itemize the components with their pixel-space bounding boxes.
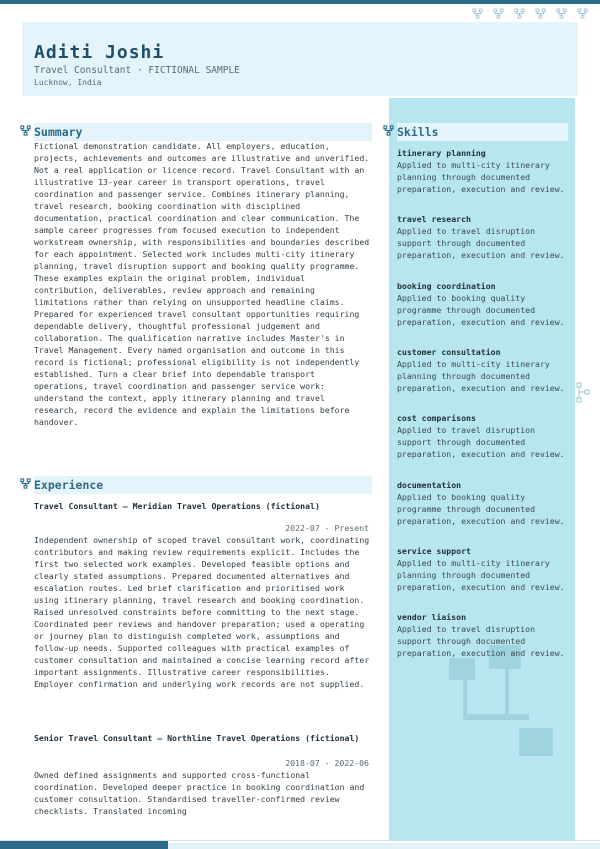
network-icon [20,478,31,489]
skills-heading-text: Skills [397,125,439,139]
skills-sidebar [389,98,575,841]
network-icon [577,8,588,19]
skill-description: Applied to multi-city itinerary planning through documented preparation, execution and review. [397,160,565,194]
skill-description: Applied to travel disruption support through documented preparation, execution and review. [397,624,565,658]
skill-name: documentation [397,480,462,490]
skill-name: service support [397,546,471,556]
sidebar-decoration [519,728,553,756]
skill-name: customer consultation [397,347,501,357]
network-icon [493,8,504,19]
bottom-accent-bar [0,841,168,849]
skill-name: cost comparisons [397,413,476,423]
job-dates: 2018-07 - 2022-06 [285,758,369,768]
job-title: Senior Travel Consultant – Northline Travel Operations (fictional) [34,733,360,743]
sidebar-decoration [449,658,475,680]
network-icon [556,8,567,19]
candidate-role: Travel Consultant · FICTIONAL SAMPLE [34,65,240,76]
skill-description: Applied to travel disruption support through documented preparation, execution and review. [397,226,565,260]
skill-description: Applied to travel disruption support through documented preparation, execution and review. [397,425,565,459]
network-icon [535,8,546,19]
skill-name: travel research [397,214,471,224]
bottom-light-bar [168,843,600,849]
job-dates: 2022-07 - Present [285,523,369,533]
candidate-location: Lucknow, India [34,78,102,87]
resume-header [22,22,578,96]
network-icon [576,382,590,404]
summary-heading [34,123,372,141]
skills-heading [397,123,568,141]
skill-name: booking coordination [397,281,496,291]
sidebar-decoration [505,668,509,718]
skill-description: Applied to booking quality programme through documented preparation, execution and review. [397,293,565,327]
experience-heading [34,476,372,494]
summary-heading-text: Summary [34,125,83,139]
job-description: Owned defined assignments and supported cross-functional coordination. Developed deeper practice in booking coordination and customer consultation. Standardised traveller-confirmed review checklists. Translated incoming [34,770,365,816]
sidebar-decoration [463,714,529,720]
skill-description: Applied to booking quality programme through documented preparation, execution and review. [397,492,565,526]
skill-description: Applied to multi-city itinerary planning through documented preparation, execution and review. [397,359,565,393]
candidate-name: Aditi Joshi [34,42,165,63]
network-icon [20,125,31,136]
job-title: Travel Consultant – Meridian Travel Operations (fictional) [34,501,320,511]
skill-name: vendor liaison [397,612,467,622]
experience-heading-text: Experience [34,478,104,492]
header-decoration [472,8,588,19]
skill-name: itinerary planning [397,148,486,158]
sidebar-decoration [463,678,467,718]
top-accent-bar [0,0,600,4]
skill-description: Applied to multi-city itinerary planning through documented preparation, execution and review. [397,558,565,592]
summary-text: Fictional demonstration candidate. All employers, education, projects, achievements and outcomes are illustrative and unverified. Not a real application or licence record. Travel Consultant with an illustrative 13-year career in transport operations, travel coordination and passenger service. Combines itinerary planning, travel research, booking coordination with disciplined documentation, practical coordination and clear communication. The sample career progresses from focused execution to independent workstream ownership, with responsibilities and boundaries described for each appointment. Selected work includes multi-city itinerary planning, travel disruption support and booking quality programme. These examples explain the original problem, individual contribution, deliverables, review approach and remaining limitations rather than relying on unsupported headline claims. Prepared for experienced travel consultant opportunities requiring dependable delivery, thoughtful professional judgement and collaboration. The qualification narrative includes Master's in Travel Management. Every named organisation and outcome in this record is fictional; professional eligibility is not independently established. Turn a clear brief into dependable transport operations, travel coordination and passenger service work: understand the context, apply itinerary planning and travel research, record the evidence and explain the limitations before handover. [34,141,370,427]
network-icon [383,125,394,136]
network-icon [514,8,525,19]
network-icon [472,8,483,19]
job-description: Independent ownership of scoped travel consultant work, coordinating contributors and making review requirements explicit. Includes the first two selected work examples. Developed feasible options and clearly stated assumptions. Prepared documented alternatives and escalation routes. Led brief clarification and prioritised work using itinerary planning, travel research and booking coordination. Raised unresolved constraints before committing to the next stage. Coordinated peer reviews and handover preparation; used a operating or journey plan to distinguish completed work, assumptions and follow-up needs. Supported colleagues with practical examples of customer consultation and maintained a concise learning record after important assignments. Illustrative career responsibilities. Employer confirmation and underlying work records are not supplied. [34,535,370,689]
